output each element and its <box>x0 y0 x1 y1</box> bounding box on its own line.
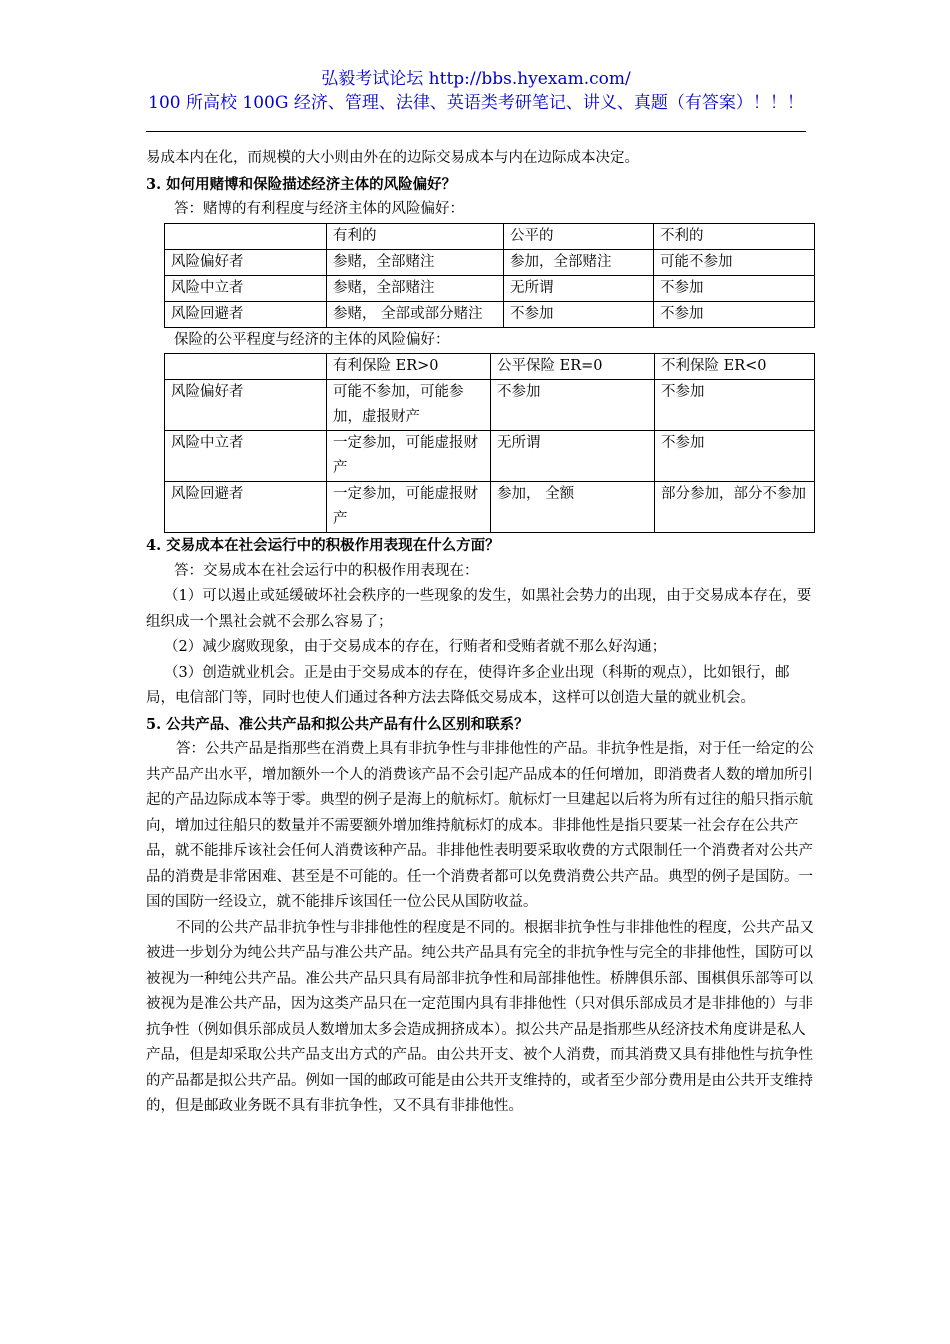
table-row <box>165 249 815 275</box>
table-row <box>165 301 815 327</box>
header-divider <box>146 131 806 132</box>
table-row <box>165 275 815 301</box>
question-4-title: 4. 交易成本在社会运行中的积极作用表现在什么方面？ <box>146 537 500 554</box>
question-3-title: 3. 如何用赌博和保险描述经济主体的风险偏好？ <box>146 175 457 193</box>
header-promo-line: 100 所高校 100G 经济、管理、法律、英语类考研笔记、讲义、真题（有答案）！！！ <box>148 93 804 113</box>
table-row <box>165 482 815 533</box>
table-cell: 风险回避者 <box>165 301 327 327</box>
table-cell: 参加，全部赌注 <box>504 249 654 275</box>
gambling-risk-table <box>164 223 815 328</box>
table-cell: 可能不参加 <box>654 249 815 275</box>
table-cell: 风险中立者 <box>165 275 327 301</box>
answer-paragraph: 不同的公共产品非抗争性与非排他性的程度是不同的。根据非抗争性与非排他性的程度，公共产品又被进一步划分为纯公共产品与准公共产品。纯公共产品具有完全的非抗争性与完全的非排他性，国防可以被视为一种纯公共产品。准公共产品只具有局部非抗争性和局部排他性。桥牌俱乐部、围棋俱乐部等可以被视为是准公共产品，因为这类产品只在一定范围内具有非排他性（只对俱乐部成员才是非排他的）与非抗争性（例如俱乐部成员人数增加太多会造成拥挤成本）。拟公共产品是指那些从经济技术角度讲是私人产品，但是却采取公共产品支出方式的产品。由公共开支、被个人消费，而其消费又具有排他性与抗争性的产品都是拟公共产品。例如一国的邮政可能是由公共开支维持的，或者至少部分费用是由公共开支维持的，但是邮政业务既不具有非抗争性，又不具有非排他性。 <box>146 919 814 1114</box>
table-cell: 参赌， 全部或部分赌注 <box>327 301 504 327</box>
table-cell: 风险回避者 <box>165 482 327 533</box>
table-row <box>165 431 815 482</box>
table-cell <box>165 223 327 249</box>
table-cell: 有利的 <box>327 223 504 249</box>
table-row <box>165 380 815 431</box>
intro-line: 易成本内在化，而规模的大小则由外在的边际交易成本与内在边际成本决定。 <box>146 150 639 166</box>
table-cell: 公平的 <box>504 223 654 249</box>
table-cell <box>165 354 327 380</box>
table-cell: 部分参加，部分不参加 <box>655 482 815 533</box>
table-cell: 一定参加，可能虚报财产 <box>327 482 491 533</box>
table-cell: 不参加 <box>654 301 815 327</box>
question-5-title: 5. 公共产品、准公共产品和拟公共产品有什么区别和联系？ <box>146 715 529 733</box>
table-cell: 公平保险 ER=0 <box>491 354 655 380</box>
table-cell: 有利保险 ER>0 <box>327 354 491 380</box>
page-header <box>146 68 806 114</box>
answer-point: （2）减少腐败现象，由于交易成本的存在，行贿者和受贿者就不那么好沟通； <box>164 639 667 655</box>
table-cell: 参赌，全部赌注 <box>327 249 504 275</box>
table-cell: 风险偏好者 <box>165 249 327 275</box>
table-cell: 参加， 全额 <box>491 482 655 533</box>
table-cell: 不参加 <box>654 275 815 301</box>
table-cell: 不参加 <box>655 380 815 431</box>
table-cell: 不利保险 ER<0 <box>655 354 815 380</box>
answer-point: （1）可以遏止或延缓破坏社会秩序的一些现象的发生，如黑社会势力的出现，由于交易成本存在，要组织成一个黑社会就不会那么容易了； <box>146 588 812 630</box>
question-3-answer-intro: 答：赌博的有利程度与经济主体的风险偏好： <box>174 201 464 217</box>
answer-paragraph: 答：公共产品是指那些在消费上具有非抗争性与非排他性的产品。非抗争性是指，对于任一给定的公共产品产出水平，增加额外一个人的消费该产品不会引起产品成本的任何增加，即消费者人数的增加所引起的产品边际成本等于零。典型的例子是海上的航标灯。航标灯一旦建起以后将为所有过往的船只指示航向，增加过往船只的数量并不需要额外增加维持航标灯的成本。非排他性是指只要某一社会存在公共产品，就不能排斥该社会任何人消费该种产品。非排他性表明要采取收费的方式限制任一个消费者对公共产品的消费是非常困难、甚至是不可能的。任一个消费者都可以免费消费公共产品。典型的例子是国防。一国的国防一经设立，就不能排斥该国任一位公民从国防收益。 <box>146 741 814 910</box>
table-cell: 风险中立者 <box>165 431 327 482</box>
table-cell: 无所谓 <box>504 275 654 301</box>
table-cell: 不参加 <box>655 431 815 482</box>
table-cell: 不参加 <box>491 380 655 431</box>
document-body <box>146 146 815 1120</box>
table-cell: 风险偏好者 <box>165 380 327 431</box>
answer-point: （3）创造就业机会。正是由于交易成本的存在，使得许多企业出现（科斯的观点），比如银行，邮局，电信部门等，同时也使人们通过各种方法去降低交易成本，这样可以创造大量的就业机会。 <box>146 664 790 706</box>
table-header-row <box>165 223 815 249</box>
insurance-intro: 保险的公平程度与经济的主体的风险偏好： <box>174 331 450 348</box>
table-cell: 可能不参加，可能参加，虚报财产 <box>327 380 491 431</box>
question-4-answer-intro: 答：交易成本在社会运行中的积极作用表现在： <box>174 562 479 579</box>
table-cell: 参赌，全部赌注 <box>327 275 504 301</box>
table-cell: 不参加 <box>504 301 654 327</box>
table-cell: 无所谓 <box>491 431 655 482</box>
table-header-row <box>165 354 815 380</box>
table-cell: 一定参加，可能虚报财产 <box>327 431 491 482</box>
insurance-risk-table <box>164 353 815 533</box>
table-cell: 不利的 <box>654 223 815 249</box>
header-forum-line: 弘毅考试论坛 http://bbs.hyexam.com/ <box>321 69 631 89</box>
